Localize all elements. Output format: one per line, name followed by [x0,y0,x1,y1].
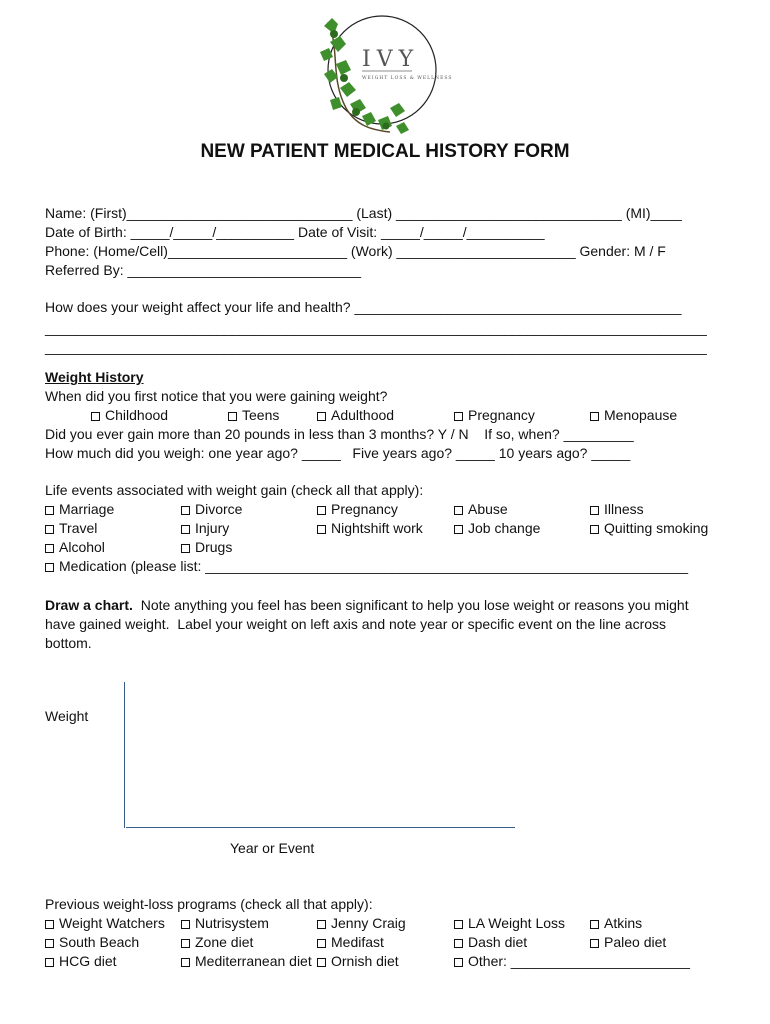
checkbox-label: Pregnancy [468,407,535,423]
checkbox-dash-diet[interactable] [454,934,527,951]
checkbox-label: Paleo diet [604,934,667,950]
checkbox-icon[interactable] [454,525,463,534]
checkbox-icon[interactable] [590,939,599,948]
checkbox-icon[interactable] [45,563,54,572]
checkbox-icon[interactable] [228,412,237,421]
checkbox-travel[interactable] [45,520,97,537]
checkbox-la-weight-loss[interactable] [454,915,565,932]
checkbox-label: Weight Watchers [59,915,165,931]
checkbox-weight-watchers[interactable] [45,915,165,932]
chart-x-label: Year or Event [230,840,315,856]
chart-y-label: Weight [45,708,89,724]
first-notice-question: When did you first notice that you were gaining weight? [45,388,388,404]
checkbox-childhood[interactable] [91,407,168,424]
checkbox-icon[interactable] [45,506,54,515]
checkbox-pregnancy-event[interactable] [317,501,398,518]
checkbox-label: HCG diet [59,953,117,969]
checkbox-medifast[interactable] [317,934,384,951]
checkbox-nutrisystem[interactable] [181,915,269,932]
checkbox-label: South Beach [59,934,140,950]
checkbox-icon[interactable] [590,920,599,929]
checkbox-marriage[interactable] [45,501,114,518]
chart-y-axis [124,682,125,828]
checkbox-label: Alcohol [59,539,105,555]
checkbox-icon[interactable] [454,412,463,421]
checkbox-divorce[interactable] [181,501,242,518]
checkbox-icon[interactable] [454,958,463,967]
checkbox-icon[interactable] [181,544,190,553]
checkbox-icon[interactable] [181,506,190,515]
checkbox-atkins[interactable] [590,915,642,932]
checkbox-icon[interactable] [45,939,54,948]
checkbox-label: Menopause [604,407,678,423]
programs-heading: Previous weight-loss programs (check all that apply): [45,896,373,912]
checkbox-label: Drugs [195,539,233,555]
checkbox-label: Medication (please list: ______________________________________________________________ [59,558,689,574]
checkbox-south-beach[interactable] [45,934,139,951]
checkbox-icon[interactable] [45,958,54,967]
answer-line-1: _____________________________________________________________________________________ [45,320,707,336]
checkbox-drugs[interactable] [181,539,232,556]
checkbox-icon[interactable] [317,506,326,515]
logo-brand: IVY [362,47,420,72]
ivy-leaf-logo-icon [300,8,453,140]
checkbox-label: Teens [242,407,280,423]
checkbox-jenny-craig[interactable] [317,915,406,932]
page-title: NEW PATIENT MEDICAL HISTORY FORM [200,141,570,162]
checkbox-label: Dash diet [468,934,528,950]
checkbox-label: Marriage [59,501,115,517]
chart-instructions-lead: Draw a chart. [45,597,133,613]
checkbox-label: Divorce [195,501,243,517]
checkbox-label: Nutrisystem [195,915,269,931]
checkbox-label: LA Weight Loss [468,915,566,931]
checkbox-label: Jenny Craig [331,915,406,931]
checkbox-icon[interactable] [181,525,190,534]
checkbox-label: Pregnancy [331,501,398,517]
checkbox-icon[interactable] [590,412,599,421]
checkbox-icon[interactable] [181,958,190,967]
gain-question: Did you ever gain more than 20 pounds in less than 3 months? Y / N If so, when? _________ [45,426,634,442]
checkbox-medication[interactable] [45,558,688,575]
checkbox-alcohol[interactable] [45,539,105,556]
checkbox-label: Childhood [105,407,169,423]
checkbox-injury[interactable] [181,520,229,537]
checkbox-icon[interactable] [45,544,54,553]
checkbox-nightshift[interactable] [317,520,423,537]
checkbox-label: Injury [195,520,230,536]
chart-instructions [45,596,715,653]
checkbox-other[interactable] [454,953,690,970]
checkbox-label: Illness [604,501,644,517]
checkbox-label: Quitting smoking [604,520,709,536]
checkbox-abuse[interactable] [454,501,508,518]
checkbox-hcg-diet[interactable] [45,953,117,970]
checkbox-label: Ornish diet [331,953,399,969]
checkbox-label: Adulthood [331,407,395,423]
checkbox-label: Zone diet [195,934,254,950]
referred-line: Referred By: ______________________________ [45,262,362,278]
checkbox-icon[interactable] [317,412,326,421]
checkbox-label: Job change [468,520,541,536]
checkbox-label: Travel [59,520,98,536]
checkbox-pregnancy-notice[interactable] [454,407,535,424]
checkbox-job-change[interactable] [454,520,540,537]
checkbox-label: Medifast [331,934,384,950]
checkbox-adulthood[interactable] [317,407,394,424]
phone-line: Phone: (Home/Cell)_______________________ (Work) _______________________ Gender: M / F [45,243,666,259]
checkbox-zone-diet[interactable] [181,934,253,951]
checkbox-icon[interactable] [590,506,599,515]
checkbox-mediterranean-diet[interactable] [181,953,312,970]
life-events-heading: Life events associated with weight gain (check all that apply): [45,482,424,498]
checkbox-icon[interactable] [317,958,326,967]
chart-x-axis [126,827,515,828]
checkbox-label: Nightshift work [331,520,423,536]
checkbox-paleo-diet[interactable] [590,934,666,951]
checkbox-icon[interactable] [45,525,54,534]
date-line: Date of Birth: _____/_____/__________ Date of Visit: _____/_____/__________ [45,224,545,240]
checkbox-icon[interactable] [45,920,54,929]
checkbox-ornish-diet[interactable] [317,953,399,970]
checkbox-icon[interactable] [590,525,599,534]
checkbox-icon[interactable] [454,920,463,929]
checkbox-quitting-smoking[interactable] [590,520,708,537]
checkbox-illness[interactable] [590,501,644,518]
weight-affect-question: How does your weight affect your life and health? __________________________________________ [45,299,682,315]
checkbox-icon[interactable] [317,939,326,948]
checkbox-icon[interactable] [181,920,190,929]
logo-tagline: WEIGHT LOSS & WELLNESS [362,76,453,81]
checkbox-icon[interactable] [317,920,326,929]
checkbox-label: Abuse [468,501,508,517]
weight-history-heading: Weight History [45,369,144,385]
checkbox-menopause[interactable] [590,407,677,424]
checkbox-icon[interactable] [317,525,326,534]
weigh-question: How much did you weigh: one year ago? _____ Five years ago? _____ 10 years ago? _____ [45,445,631,461]
checkbox-icon[interactable] [454,939,463,948]
checkbox-label: Mediterranean diet [195,953,312,969]
checkbox-icon[interactable] [91,412,100,421]
checkbox-icon[interactable] [181,939,190,948]
ivy-logo [300,8,453,140]
name-line: Name: (First)_____________________________ (Last) _____________________________ (MI)____ [45,205,682,221]
checkbox-label: Other: _______________________ [468,953,690,969]
answer-line-2: _____________________________________________________________________________________ [45,339,707,355]
checkbox-teens[interactable] [228,407,279,424]
chart-instructions-text: Note anything you feel has been significant to help you lose weight or reasons you might have gained weight. Label your weight on left axis and note year or specific event on the line across bottom. [45,597,693,651]
checkbox-label: Atkins [604,915,643,931]
checkbox-icon[interactable] [454,506,463,515]
